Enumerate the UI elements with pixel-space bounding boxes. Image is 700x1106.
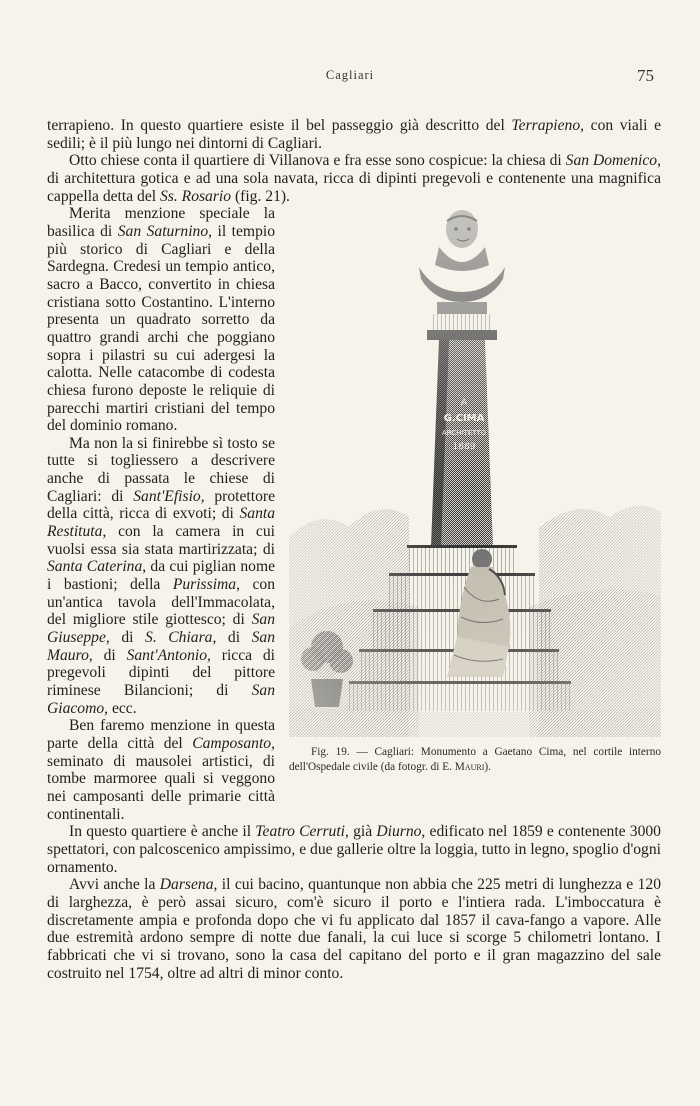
text-run: , di bbox=[105, 629, 146, 647]
text-run: , ecc. bbox=[104, 699, 137, 717]
text-run: , di bbox=[88, 646, 127, 664]
italic-term: Sant'Efisio bbox=[133, 487, 201, 505]
running-header bbox=[0, 66, 700, 90]
italic-term: San Saturnino bbox=[117, 222, 209, 240]
text-run: , di bbox=[212, 629, 252, 647]
text-run: Avvi anche la bbox=[69, 876, 160, 894]
page-number: 75 bbox=[637, 66, 654, 85]
caption-text: Fig. 19. — Cagliari: Monumento a Gaetano Cima, nel cortile interno dell'Ospedale civile (da fotogr. di E. bbox=[289, 746, 661, 774]
text-run: Merita menzione speciale la basilica di bbox=[47, 205, 275, 240]
text-run: terrapieno. In questo quartiere esiste il bel passeggio già descritto del bbox=[47, 117, 512, 134]
text-run: (fig. 21). bbox=[231, 187, 290, 205]
text-run: Otto chiese conta il quartiere di Villanova e fra esse sono cospicue: la chiesa di bbox=[69, 152, 566, 170]
figure-caption bbox=[289, 745, 661, 775]
monument-engraving bbox=[289, 207, 661, 737]
text-run: , da cui piglian nome i bastioni; della bbox=[47, 558, 275, 594]
paragraph-teatro-cerruti bbox=[47, 823, 661, 876]
text-run: Ma non la si finirebbe sì tosto se tutte si togliessero a descrivere anche di passata le chiese di Cagliari: di bbox=[47, 434, 275, 505]
italic-term: Purissima bbox=[172, 576, 237, 594]
italic-term: Santa Caterina bbox=[47, 558, 143, 576]
paragraph-darsena bbox=[47, 876, 661, 982]
text-run: , edificato nel 1859 e contenente 3000 spettatori, con palcoscenico ampissimo, e due gallerie oltre la loggia, tutto in legno, spoglio d'ogni ornamento. bbox=[47, 823, 661, 876]
text-run: In questo quartiere è anche il bbox=[69, 823, 256, 841]
italic-term: Teatro Cerruti bbox=[255, 823, 345, 841]
text-run: , con la camera in cui vuolsi essa sia stata martirizzata; di bbox=[47, 523, 275, 558]
text-run: , ricca di pregevoli dipinti del pittore riminese Bilancioni; di bbox=[47, 646, 275, 699]
vignette bbox=[289, 207, 661, 737]
text-run: , il cui bacino, quantunque non abbia che 225 metri di lunghezza e 120 di larghezza, è però assai sicuro, com'è sicuro il porto e l'intiera rada. L'imboccatura è discretamente ampia e profonda dopo che vi fu applicato dal 1857 il cava-fango a vapore. Alle due estremità ardono sempre di notte due fanali, la cui luce si scorge 5 chilometri lontano. I fabbricati che vi si trovano, sono la casa del capitano del porto e il gran magazzino del sale costruito nel 1754, oltre ad altri di minor conto. bbox=[47, 876, 661, 982]
paragraph-terrapieno bbox=[47, 117, 661, 152]
text-run: , già bbox=[345, 823, 377, 841]
italic-term: Santa Restituta bbox=[47, 505, 275, 541]
italic-term: San Mauro bbox=[47, 629, 275, 664]
italic-term: San Domenico bbox=[565, 152, 658, 170]
running-title: Cagliari bbox=[325, 68, 375, 82]
text-run: , di architettura gotica e ad una sola navata, ricca di dipinti pregevoli e contenente una magnifica cappella detta del bbox=[47, 152, 661, 205]
caption-credit: Mauri bbox=[454, 761, 485, 774]
italic-term: San Giacomo bbox=[47, 682, 275, 717]
figure-monument bbox=[289, 207, 661, 790]
text-run: , con viali e sedili; è il più lungo nei dintorni di Cagliari. bbox=[47, 117, 661, 152]
text-run: Ben faremo menzione in questa parte della città del bbox=[47, 717, 275, 752]
italic-term: Camposanto bbox=[192, 734, 272, 752]
italic-term: San Giuseppe bbox=[47, 611, 275, 647]
italic-term: Diurno bbox=[376, 823, 422, 841]
body-text bbox=[47, 117, 661, 982]
italic-term: Terrapieno bbox=[511, 117, 581, 134]
text-run: , il tempio più storico di Cagliari e della Sardegna. Credesi un tempio antico, sacro a Bacco, convertito in chiesa cristiana sotto Costantino. L'interno presenta un quadrato sorretto da quattro grandi archi che poggiano sopra i pilastri su cui adergesi la calotta. Nelle catacombe di codesta chiesa furono deposte le reliquie di parecchi martiri cristiani del tempo del dominio romano. bbox=[47, 222, 275, 435]
caption-end: ). bbox=[484, 761, 491, 774]
italic-term: Sant'Antonio bbox=[126, 646, 208, 664]
paragraph-villanova-churches bbox=[47, 152, 661, 205]
italic-term: Darsena bbox=[159, 876, 214, 894]
text-run: , con un'antica tavola dell'Immacolata, del migliore stile giottesco; di bbox=[47, 576, 275, 629]
italic-term: S. Chiara bbox=[145, 629, 213, 647]
text-run: , seminato di mausolei artistici, di tombe marmoree quali si veggono nei camposanti delle primarie città continentali. bbox=[47, 734, 275, 823]
text-run: , protettore della città, ricca di exvoti; di bbox=[47, 487, 275, 523]
italic-term: Ss. Rosario bbox=[160, 187, 232, 205]
